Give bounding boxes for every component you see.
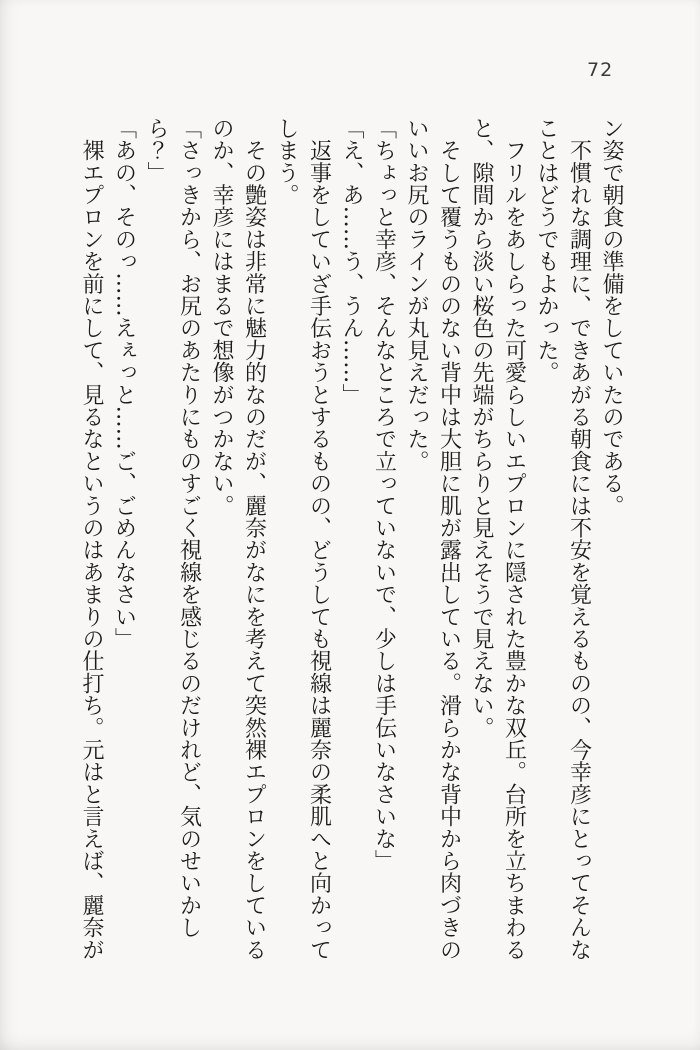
text-column: しまう。 bbox=[274, 117, 299, 206]
text-column-dialogue: ら？」 bbox=[144, 117, 169, 184]
text-column: と、隙間から淡い桜色の先端がちらりと見えそうで見えない。 bbox=[469, 117, 494, 739]
text-column: 返事をしていざ手伝おうとするものの、どうしても視線は麗奈の柔肌へと向かって bbox=[306, 117, 332, 961]
text-column-dialogue: 「ちょっと幸彦、そんなところで立っていないで、少しは手伝いなさいな」 bbox=[371, 117, 397, 872]
text-column-dialogue: 「あの、そのっ……えぇっと……ご、ごめんなさい」 bbox=[111, 117, 137, 650]
text-column: のか、幸彦にはまるで想像がつかない。 bbox=[209, 117, 234, 517]
text-column: いいお尻のラインが丸見えだった。 bbox=[404, 117, 429, 473]
text-column: 不慣れな調理に、できあがる朝食には不安を覚えるものの、今幸彦にとってそんな bbox=[566, 117, 592, 961]
text-column: その艶姿は非常に魅力的なのだが、麗奈がなにを考えて突然裸エプロンをしている bbox=[241, 117, 267, 961]
text-column: フリルをあしらった可愛らしいエプロンに隠された豊かな双丘。台所を立ちまわる bbox=[501, 117, 527, 961]
page-number: 72 bbox=[587, 59, 614, 81]
text-column: ことはどうでもよかった。 bbox=[534, 117, 559, 384]
text-column: そして覆うもののない背中は大胆に肌が露出している。滑らかな背中から肉づきの bbox=[436, 117, 462, 961]
text-block bbox=[75, 117, 628, 965]
text-column-dialogue: 「さっきから、お尻のあたりにものすごく視線を感じるのだけれど、気のせいかし bbox=[176, 117, 202, 939]
text-column: 裸エプロンを前にして、見るなというのはあまりの仕打ち。元はと言えば、麗奈が bbox=[79, 117, 104, 961]
text-column-dialogue: 「え、あ……う、うん……」 bbox=[339, 117, 364, 406]
text-column: ン姿で朝食の準備をしていたのである。 bbox=[599, 117, 624, 517]
